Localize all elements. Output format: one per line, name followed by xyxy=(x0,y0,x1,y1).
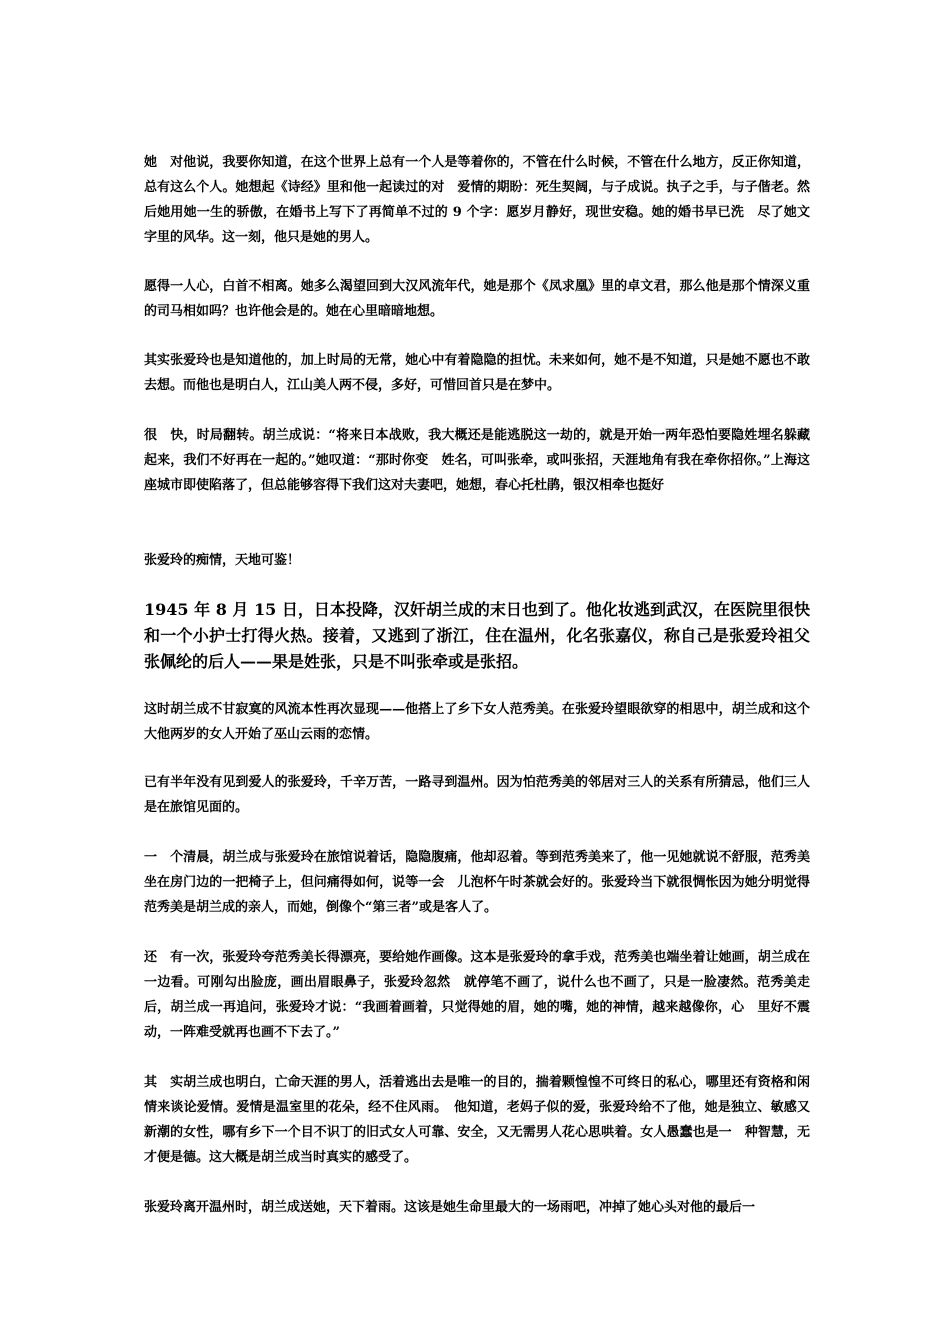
paragraph-marriage-vow: 她 对他说，我要你知道，在这个世界上总有一个人是等着你的，不管在什么时候，不管在什么地方，反正你知道，总有这么个人。她想起《诗经》里和他一起读过的对 爱情的期盼：死生契阔，与子成说。执子之手，与子偕老。然后她用她一生的骄傲，在婚书上写下了再简单不过的 9 个字：愿岁月静好，现世安稳。她的婚书早已洗 尽了她文字里的风华。这一刻，他只是她的男人。 xyxy=(144,155,810,245)
paragraph-reflection: 其 实胡兰成也明白，亡命天涯的男人，活着逃出去是唯一的目的，揣着颗惶惶不可终日的私心，哪里还有资格和闲情来谈论爱情。爱情是温室里的花朵，经不住风雨。 他知道，老妈子似的爱，张爱玲给不了他，她是独立、敏感又新潮的女性，哪有乡下一个目不识丁的旧式女人可靠、安全，又无需男人花心思哄着。女人愚蠢也是一 种智慧，无才便是德。这大概是胡兰成当时真实的感受了。 xyxy=(144,1075,810,1165)
paragraph-devotion: 张爱玲的痴情，天地可鉴！ xyxy=(144,553,301,568)
paragraph-turn-of-events: 很 快，时局翻转。胡兰成说：“将来日本战败，我大概还是能逃脱这一劫的，就是开始一两年恐怕要隐姓埋名躲藏起来，我们不好再在一起的。”她叹道：“那时你变 姓名，可叫张牵，或叫张招，天涯地角有我在牵你招你。”上海这座城市即使陷落了，但总能够容得下我们这对夫妻吧，她想，春心托杜鹃，银汉相牵也挺好 xyxy=(144,428,810,493)
paragraph-farewell-rain: 张爱玲离开温州时，胡兰成送她，天下着雨。这该是她生命里最大的一场雨吧，冲掉了她心头对他的最后一 xyxy=(144,1200,756,1215)
paragraph-1945-surrender: 1945 年 8 月 15 日，日本投降，汉奸胡兰成的末日也到了。他化妆逃到武汉，在医院里很快和一个小护士打得火热。接着，又逃到了浙江，住在温州，化名张嘉仪，称自己是张爱玲祖父张佩纶的后人——果是姓张，只是不叫张牵或是张招。 xyxy=(144,600,810,671)
paragraph-journey-to-wenzhou: 已有半年没有见到爱人的张爱玲，千辛万苦，一路寻到温州。因为怕范秀美的邻居对三人的关系有所猜忌，他们三人是在旅馆见面的。 xyxy=(144,775,810,815)
paragraph-one-heart: 愿得一人心，白首不相离。她多么渴望回到大汉风流年代，她是那个《凤求凰》里的卓文君，那么他是那个情深义重的司马相如吗？也许他会是的。她在心里暗暗地想。 xyxy=(144,279,810,319)
paragraph-fan-xiumei: 这时胡兰成不甘寂寞的风流本性再次显现——他搭上了乡下女人范秀美。在张爱玲望眼欲穿的相思中，胡兰成和这个大他两岁的女人开始了巫山云雨的恋情。 xyxy=(144,702,810,742)
paragraph-morning-hotel: 一 个清晨，胡兰成与张爱玲在旅馆说着话，隐隐腹痛，他却忍着。等到范秀美来了，他一见她就说不舒服，范秀美坐在房门边的一把椅子上，但问痛得如何，说等一会 儿泡杯午时茶就会好的。张爱玲当下就很惆怅因为她分明觉得范秀美是胡兰成的亲人，而她，倒像个“第三者”或是客人了。 xyxy=(144,850,810,915)
paragraph-portrait: 还 有一次，张爱玲夸范秀美长得漂亮，要给她作画像。这本是张爱玲的拿手戏，范秀美也端坐着让她画，胡兰成在一边看。可刚勾出脸庞，画出眉眼鼻子，张爱玲忽然 就停笔不画了，说什么也不画了，只是一脸凄然。范秀美走后，胡兰成一再追问，张爱玲才说：“我画着画着，只觉得她的眉，她的嘴，她的神情，越来越像你，心 里好不震动，一阵难受就再也画不下去了。” xyxy=(144,950,810,1040)
paragraph-worry: 其实张爱玲也是知道他的，加上时局的无常，她心中有着隐隐的担忧。未来如何，她不是不知道，只是她不愿也不敢去想。而他也是明白人，江山美人两不侵，多好，可惜回首只是在梦中。 xyxy=(144,353,810,393)
